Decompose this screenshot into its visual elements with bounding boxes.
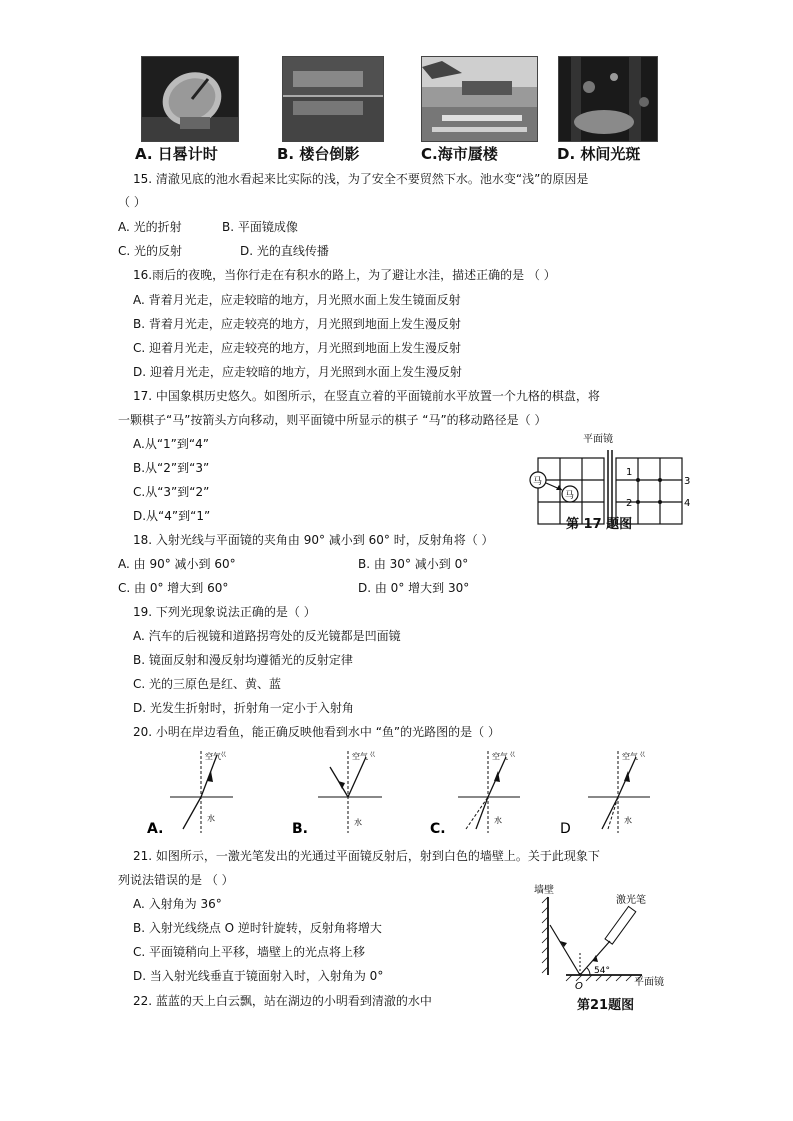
q19-option-d: D. 光发生折射时，折射角一定小于入射角 [133,701,354,715]
q16-option-b: B. 背着月光走，应走较亮的地方，月光照到地面上发生漫反射 [133,317,461,331]
q20-b-air: 空气 [352,752,368,761]
q20-b-water: 水 [354,818,362,827]
q22-stem: 22. 蓝蓝的天上白云飘，站在湖边的小明看到清澈的水中 [133,994,432,1008]
q15-option-d: D. 光的直线传播 [240,244,329,258]
photo-forest-light-spots [558,56,658,142]
svg-text:ㄍ: ㄍ [638,750,648,760]
q20-c-label: C. [430,821,446,835]
q20-b-label: B. [292,821,308,835]
q15-option-c: C. 光的反射 [118,244,183,258]
q16-option-c: C. 迎着月光走，应走较亮的地方，月光照到地面上发生漫反射 [133,341,462,355]
q21-stem-2: 列说法错误的是 （ ） [118,873,234,887]
q21-point-o: O [575,981,583,992]
photo-pavilion-reflection [282,56,384,142]
q21-figure-caption: 第21题图 [577,998,635,1013]
q17-mirror-label: 平面镜 [583,434,613,445]
q15-option-b: B. 平面镜成像 [222,220,298,234]
photo-mirage [421,56,538,142]
q17-option-a: A.从“1”到“4” [133,437,209,451]
q21-option-b: B. 入射光线绕点 O 逆时针旋转，反射角将增大 [133,921,382,935]
q17-point-3: 3 [684,476,690,487]
q17-stem-2: 一颗棋子“马”按箭头方向移动，则平面镜中所显示的棋子 “马”的移动路径是（ ） [118,413,547,427]
photo-caption-b: B. 楼台倒影 [277,145,360,163]
q21-option-d: D. 当入射光线垂直于镜面射入时，入射角为 0° [133,969,384,983]
photo-caption-d: D. 林间光斑 [557,145,641,163]
q17-point-1: 1 [626,467,633,478]
q21-angle-label: 54° [594,966,610,976]
q18-option-d: D. 由 0° 增大到 30° [358,581,470,595]
q16-option-d: D. 迎着月光走，应走较暗的地方，月光照到水面上发生漫反射 [133,365,462,379]
q17-piece-end: 马 [565,491,575,501]
q20-d-water: 水 [624,816,632,825]
svg-text:ㄍ: ㄍ [368,750,378,760]
svg-text:ㄍ: ㄍ [508,750,518,760]
q19-option-b: B. 镜面反射和漫反射均遵循光的反射定律 [133,653,353,667]
q19-option-c: C. 光的三原色是红、黄、蓝 [133,677,282,691]
q20-diagram-c [428,745,538,835]
q19-stem: 19. 下列光现象说法正确的是（ ） [133,605,316,619]
q20-d-air: 空气 [622,752,638,761]
q16-stem: 16.雨后的夜晚，当你行走在有积水的路上，为了避让水洼，描述正确的是 （ ） [133,268,556,282]
q18-option-a: A. 由 90° 减小到 60° [118,557,236,571]
q17-stem-1: 17. 中国象棋历史悠久。如图所示，在竖直立着的平面镜前水平放置一个九格的棋盘，将 [133,389,600,403]
q19-option-a: A. 汽车的后视镜和道路拐弯处的反光镜都是凹面镜 [133,629,401,643]
q20-a-water: 水 [207,814,215,823]
q17-point-4: 4 [684,498,690,509]
q20-diagram-a [145,745,255,835]
q17-option-d: D.从“4”到“1” [133,509,211,523]
q20-diagram-d [558,745,668,835]
q20-stem: 20. 小明在岸边看鱼，能正确反映他看到水中 “鱼”的光路图的是（ ） [133,725,500,739]
q15-paren: （ ） [118,195,146,209]
q17-option-c: C.从“3”到“2” [133,485,210,499]
q20-c-air: 空气 [492,752,508,761]
q15-option-a: A. 光的折射 [118,220,182,234]
q17-option-b: B.从“2”到“3” [133,461,210,475]
q21-option-a: A. 入射角为 36° [133,897,222,911]
photo-sundial [141,56,239,142]
q21-pen-label: 激光笔 [616,895,646,906]
q21-wall-label: 墙壁 [534,885,554,896]
q21-stem-1: 21. 如图所示，一激光笔发出的光通过平面镜反射后，射到白色的墙壁上。关于此现象下 [133,849,600,863]
q20-a-label: A. [147,821,164,835]
q15-stem: 15. 清澈见底的池水看起来比实际的浅，为了安全不要贸然下水。池水变“浅”的原因是 [133,172,589,186]
q20-a-air: 空气 [205,752,221,761]
q18-stem: 18. 入射光线与平面镜的夹角由 90° 减小到 60° 时，反射角将（ ） [133,533,494,547]
q20-d-label: D [560,821,571,835]
photo-caption-c: C.海市蜃楼 [421,145,498,163]
q18-option-b: B. 由 30° 减小到 0° [358,557,469,571]
q17-figure-caption: 第 17 题图 [566,517,633,532]
q21-figure [530,883,680,995]
q16-option-a: A. 背着月光走，应走较暗的地方，月光照水面上发生镜面反射 [133,293,461,307]
q17-point-2: 2 [626,498,633,509]
photo-caption-a: A. 日晷计时 [135,145,218,163]
q17-piece-start: 马 [533,477,543,487]
q18-option-c: C. 由 0° 增大到 60° [118,581,229,595]
q20-diagram-b [290,745,400,835]
q21-option-c: C. 平面镜稍向上平移，墙壁上的光点将上移 [133,945,366,959]
svg-text:ㄍ: ㄍ [219,750,229,760]
q20-c-water: 水 [494,816,502,825]
q21-mirror-label: 平面镜 [634,977,664,988]
